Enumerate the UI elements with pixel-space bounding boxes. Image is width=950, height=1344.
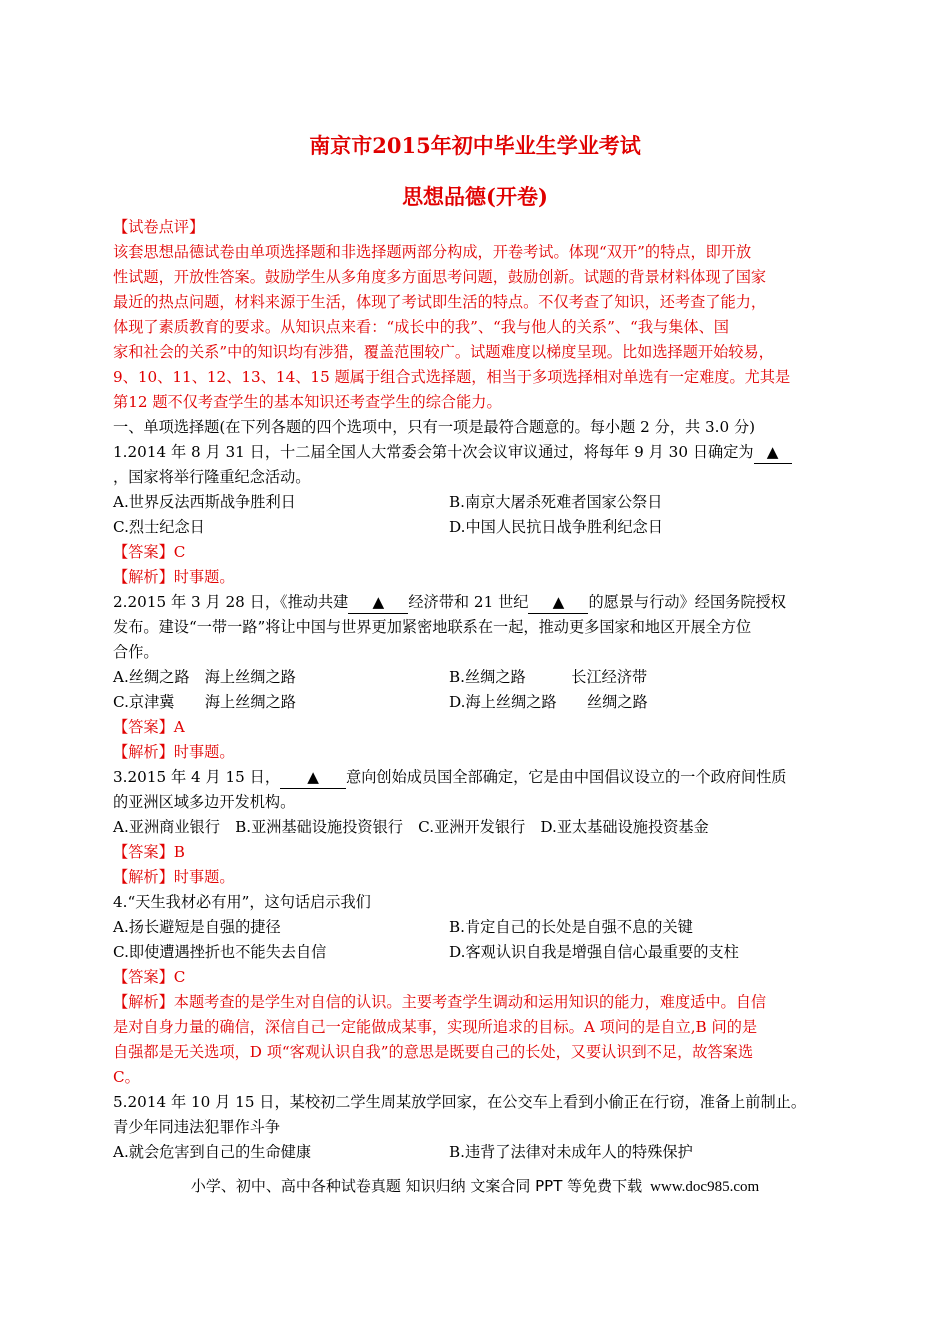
analysis: 【解析】本题考查的是学生对自信的认识。主要考查学生调动和运用知识的能力，难度适中。自信: [113, 993, 767, 1011]
footer-link[interactable]: www.doc985.com: [650, 1179, 760, 1195]
page-subtitle: 思想品德(开卷): [402, 184, 548, 209]
analysis: 自强都是无关选项，D 项“客观认识自我”的意思是既要自己的长处，又要认识到不足，故答案选: [113, 1043, 754, 1061]
option-a: A.就会危害到自己的生命健康: [113, 1143, 312, 1161]
answer: 【答案】C: [113, 543, 186, 561]
option-row: [113, 691, 853, 713]
option-row: [113, 941, 853, 963]
option-c: C.烈士纪念日: [113, 518, 205, 536]
option-row: [113, 516, 853, 538]
question-2-cont: 发布。建设“一带一路”将让中国与世界更加紧密地联系在一起，推动更多国家和地区开展全方位: [113, 618, 752, 636]
option-row: [113, 666, 853, 688]
question-1: 1.2014 年 8 月 31 日，十二届全国人大常委会第十次会议审议通过，将每年 9 月 30 日确定为 ▲: [113, 441, 792, 464]
review-line: 第12 题不仅考查学生的基本知识还考查学生的综合能力。: [113, 393, 502, 411]
page-title: 南京市2015年初中毕业生学业考试: [309, 133, 641, 158]
section-heading: 一、单项选择题(在下列各题的四个选项中，只有一项是最符合题意的。每小题 2 分，共 3.0 分): [113, 418, 756, 436]
option-d: D.中国人民抗日战争胜利纪念日: [449, 518, 663, 536]
option-d: D.海上丝绸之路 丝绸之路: [449, 693, 648, 711]
question-1-cont: ，国家将举行隆重纪念活动。: [113, 468, 311, 486]
review-line: 9、10、11、12、13、14、15 题属于组合式选择题，相当于多项选择相对单选有一定难度。尤其是: [113, 368, 791, 386]
question-3: 3.2015 年 4 月 15 日， ▲ 意向创始成员国全部确定，它是由中国倡议设立的一个政府间性质: [113, 766, 786, 789]
option-d: D.客观认识自我是增强自信心最重要的支柱: [449, 943, 739, 961]
analysis: C。: [113, 1068, 140, 1086]
analysis: 是对自身力量的确信，深信自己一定能做成某事，实现所追求的目标。A 项问的是自立,B 问的是: [113, 1018, 758, 1036]
question-2: 2.2015 年 3 月 28 日，《推动共建 ▲ 经济带和 21 世纪 ▲ 的愿景与行动》经国务院授权: [113, 591, 786, 614]
options-inline: A.亚洲商业银行 B.亚洲基础设施投资银行 C.亚洲开发银行 D.亚太基础设施投资基金: [113, 818, 709, 836]
answer: 【答案】B: [113, 843, 185, 861]
footer-text: 小学、初中、高中各种试卷真题 知识归纳 文案合同 PPT 等免费下载: [190, 1177, 643, 1195]
option-a: A.丝绸之路 海上丝绸之路: [113, 668, 296, 686]
answer-blank: ▲: [754, 441, 792, 464]
answer: 【答案】C: [113, 968, 186, 986]
option-row: [113, 916, 853, 938]
analysis: 【解析】时事题。: [113, 568, 235, 586]
review-line: 性试题，开放性答案。鼓励学生从多角度多方面思考问题，鼓励创新。试题的背景材料体现了国家: [113, 268, 767, 286]
question-2-cont: 合作。: [113, 643, 159, 661]
question-3-cont: 的亚洲区域多边开发机构。: [113, 793, 296, 811]
question-5: 5.2014 年 10 月 15 日，某校初二学生周某放学回家，在公交车上看到小偷正在行窃，准备上前制止。: [113, 1093, 807, 1111]
option-c: C.即使遭遇挫折也不能失去自信: [113, 943, 327, 961]
page-footer: [0, 1175, 950, 1196]
review-line: 该套思想品德试卷由单项选择题和非选择题两部分构成，开卷考试。体现“双开”的特点，即开放: [113, 243, 752, 261]
answer-blank: ▲: [528, 591, 588, 614]
option-row: [113, 491, 853, 513]
question-5-cont: 青少年同违法犯罪作斗争: [113, 1118, 281, 1136]
review-line: 最近的热点问题，材料来源于生活，体现了考试即生活的特点。不仅考查了知识，还考查了能力，: [113, 293, 767, 311]
option-b: B.违背了法律对未成年人的特殊保护: [449, 1143, 693, 1161]
option-a: A.扬长避短是自强的捷径: [113, 918, 281, 936]
option-row: [113, 1141, 853, 1163]
answer-blank: ▲: [348, 591, 408, 614]
option-c: C.京津冀 海上丝绸之路: [113, 693, 296, 711]
question-4: 4.“天生我材必有用”，这句话启示我们: [113, 893, 371, 911]
review-heading: 【试卷点评】: [113, 218, 205, 236]
option-b: B.肯定自己的长处是自强不息的关键: [449, 918, 693, 936]
review-line: 家和社会的关系”中的知识均有涉猎，覆盖范围较广。试题难度以梯度呈现。比如选择题开始较易，: [113, 343, 774, 361]
option-a: A.世界反法西斯战争胜利日: [113, 493, 296, 511]
answer: 【答案】A: [113, 718, 185, 736]
answer-blank: ▲: [280, 766, 346, 789]
option-b: B.南京大屠杀死难者国家公祭日: [449, 493, 663, 511]
option-b: B.丝绸之路 长江经济带: [449, 668, 648, 686]
analysis: 【解析】时事题。: [113, 868, 235, 886]
analysis: 【解析】时事题。: [113, 743, 235, 761]
review-line: 体现了素质教育的要求。从知识点来看：“成长中的我”、“我与他人的关系”、“我与集体、国: [113, 318, 729, 336]
